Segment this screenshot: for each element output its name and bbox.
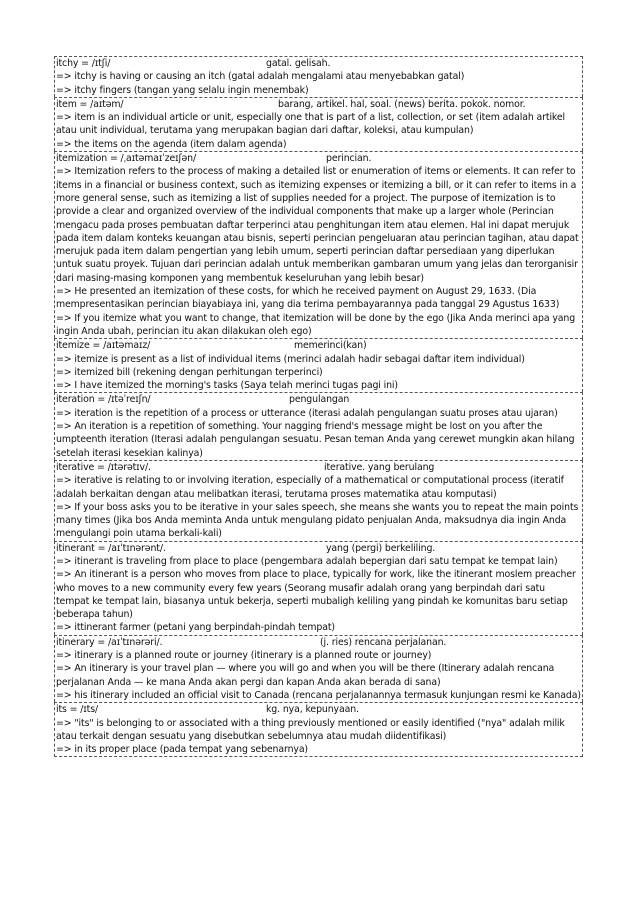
entry-meaning: kg. nya, kepunyaan. xyxy=(266,704,359,716)
entry-headline xyxy=(56,542,581,555)
dictionary-entry xyxy=(54,97,583,151)
entry-example-line: => He presented an itemization of these costs, for which he received payment on August 29, 1633. (Dia mempresentasikan perincian biayabiaya ini, yang dia terima pembayarannya pada tanggal 29 Agustus 1633) xyxy=(56,286,560,311)
entry-example-line: => If you itemize what you want to change, that itemization will be done by the ego (Jika Anda merinci apa yang ingin Anda ubah, perincian itu akan dilakukan oleh ego) xyxy=(56,312,576,337)
entry-example-line: => I have itemized the morning's tasks (Saya telah merinci tugas pagi ini) xyxy=(56,380,398,392)
dictionary-entry xyxy=(54,460,583,541)
entry-headline xyxy=(56,98,581,111)
entry-headline xyxy=(56,152,581,165)
entry-headline xyxy=(56,636,581,649)
dictionary-entry xyxy=(54,392,583,459)
entry-term: itemization = /ˌaɪtəmaɪˈzeɪʃən/ xyxy=(56,153,197,165)
entry-meaning: yang (pergi) berkeliling. xyxy=(326,542,436,554)
entry-headline xyxy=(56,339,581,352)
entry-example-line: => his itinerary included an official visit to Canada (rencana perjalanannya termasuk kunjungan resmi ke Kanada) xyxy=(56,689,581,701)
dictionary-entry xyxy=(54,702,583,757)
entry-meaning: memerinci(kan) xyxy=(294,340,367,352)
entry-term: itinerary = /aɪˈtɪnərəri/. xyxy=(56,636,163,648)
entry-meaning: gatal. gelisah. xyxy=(266,58,331,69)
entry-example-line: => itemized bill (rekening dengan perhitungan terperinci) xyxy=(56,366,323,378)
entry-term: iterative = /ɪtərətɪv/. xyxy=(56,461,151,473)
entry-example-line: => itchy fingers (tangan yang selalu ingin menembak) xyxy=(56,84,309,96)
entry-term: itchy = /ɪtʃi/ xyxy=(56,58,111,69)
dictionary-document xyxy=(54,56,583,757)
entry-term: item = /aɪtəm/ xyxy=(56,98,124,110)
entry-meaning: pengulangan xyxy=(289,394,350,406)
entry-example-line: => in its proper place (pada tempat yang sebenarnya) xyxy=(56,744,308,756)
entry-headline xyxy=(56,57,581,70)
entry-example-line: => If your boss asks you to be iterative in your sales speech, she means she wants you to repeat the main points many times (Jika bos Anda meminta Anda untuk mengulang pidato penjualan Anda, maksudnya dia ingin Anda mengulangi poin utama berkali-kali) xyxy=(56,501,579,540)
entry-example-line: => An itinerant is a person who moves from place to place, typically for work, like the itinerant moslem preacher who moves to a new community every few years (Seorang musafir adalah orang yang berpindah dari satu tempat ke tempat lain, biasanya untuk bekerja, seperti mubaligh keliling yang pindah ke komunitas baru setiap beberapa tahun) xyxy=(56,569,576,621)
entry-headline xyxy=(56,393,581,406)
entry-example-line: => iteration is the repetition of a process or utterance (iterasi adalah pengulangan suatu proses atau ujaran) xyxy=(56,407,558,419)
entry-example-line: => "its" is belonging to or associated with a thing previously mentioned or easily identified ("nya" adalah milik atau terkait dengan sesuatu yang disebutkan sebelumnya atau mudah diidentifikasi) xyxy=(56,717,565,742)
entry-term: its = /ɪts/ xyxy=(56,704,99,716)
entry-example-line: => An itinerary is your travel plan — where you will go and when you will be there (Itinerary adalah rencana perjalanan Anda — ke mana Anda akan pergi dan kapan Anda akan berada di sana) xyxy=(56,663,555,688)
entry-example-line: => iterative is relating to or involving iteration, especially of a mathematical or computational process (iteratif adalah berkaitan dengan atau melibatkan iterasi, terutama proses matematika atau komputasi) xyxy=(56,475,564,500)
entry-example-line: => itinerary is a planned route or journey (itinerary is a planned route or journey) xyxy=(56,650,432,662)
entry-term: iteration = /ɪtəˈreɪʃn/ xyxy=(56,394,151,406)
entry-term: itinerant = /aɪˈtɪnərənt/. xyxy=(56,542,166,554)
entry-example-line: => An iteration is a repetition of something. Your nagging friend's message might be lost on you after the umpteenth iteration (Iterasi adalah pengulangan sesuatu. Pesan teman Anda yang cerewet mungkin akan hilang setelah iterasi kesekian kalinya) xyxy=(56,421,575,459)
entry-example-line: => the items on the agenda (item dalam agenda) xyxy=(56,138,287,150)
entry-headline xyxy=(56,461,581,474)
entry-meaning: perincian. xyxy=(326,153,372,165)
entry-meaning: barang, artikel. hal, soal. (news) berita. pokok. nomor. xyxy=(278,98,526,110)
dictionary-entry xyxy=(54,338,583,392)
dictionary-entry xyxy=(54,151,583,338)
entry-example-line: => item is an individual article or unit, especially one that is part of a list, collection, or set (item adalah artikel atau unit individual, terutama yang merupakan bagian dari daftar, koleksi, atau kumpulan) xyxy=(56,112,566,137)
entry-meaning: (j. ries) rencana perjalanan. xyxy=(320,636,447,648)
dictionary-entry xyxy=(54,635,583,702)
entry-example-line: => itemize is present as a list of individual items (merinci adalah hadir sebagai daftar item individual) xyxy=(56,353,525,365)
dictionary-entry xyxy=(54,541,583,635)
entry-headline xyxy=(56,703,581,716)
entry-meaning: iterative. yang berulang xyxy=(324,461,435,473)
entry-example-line: => itchy is having or causing an itch (gatal adalah mengalami atau menyebabkan gatal) xyxy=(56,71,465,83)
entry-example-line: => itinerant is traveling from place to place (pengembara adalah bepergian dari satu tempat ke tempat lain) xyxy=(56,555,558,567)
entry-example-line: => ittinerant farmer (petani yang berpindah-pindah tempat) xyxy=(56,622,335,634)
dictionary-entry xyxy=(54,56,583,97)
entry-term: itemize = /aɪtəmaɪz/ xyxy=(56,340,151,352)
entry-example-line: => Itemization refers to the process of making a detailed list or enumeration of items or elements. It can refer to items in a financial or business context, such as itemizing expenses or itemizing a bill, or it can refer to items in a more general sense, such as itemizing a list of supplies needed for a project. The purpose of itemization is to provide a clear and organized overview of the individual components that make up a larger whole (Perincian mengacu pada proses pembuatan daftar terperinci atau penghitungan item atau elemen. Hal ini dapat merujuk pada item dalam konteks keuangan atau bisnis, seperti perincian pengeluaran atau perincian tagihan, atau dapat merujuk pada item dalam pengertian yang lebih umum, seperti perincian daftar persediaan yang diperlukan untuk suatu proyek. Tujuan dari perincian adalah untuk memberikan gambaran umum yang jelas dan terorganisir dari masing-masing komponen yang membentuk keseluruhan yang lebih besar) xyxy=(56,166,579,284)
